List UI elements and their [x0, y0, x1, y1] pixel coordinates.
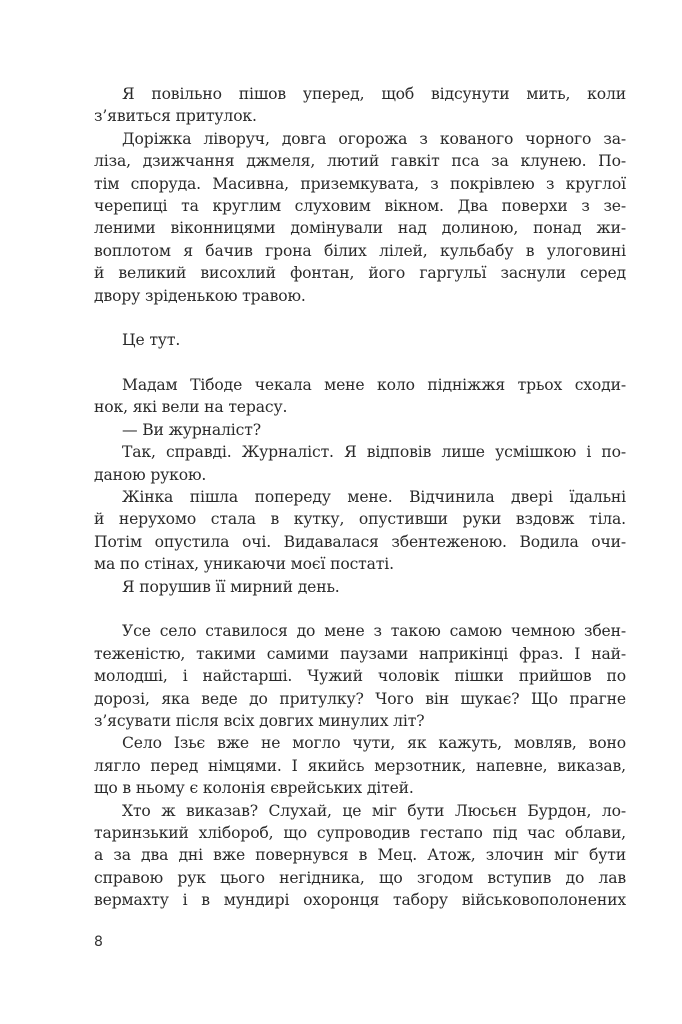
- text-line: леними віконницями домінували над долиною, понад жи-: [94, 219, 626, 238]
- text-line: черепиці та круглим слуховим вікном. Два поверхи з зе-: [94, 196, 626, 215]
- text-line: Доріжка ліворуч, довга огорожа з кованого чорного за-: [122, 129, 626, 148]
- text-line: з’явиться притулок.: [94, 107, 257, 126]
- text-line: Це тут.: [122, 331, 181, 350]
- text-line: що в ньому є колонія єврейських дітей.: [94, 779, 414, 798]
- text-line: теженістю, такими самими паузами наприкінці фраз. І най-: [94, 644, 626, 663]
- text-line: й нерухомо стала в кутку, опустивши руки вздовж тіла.: [94, 510, 626, 529]
- dialogue-line: — Ви журналіст?: [122, 420, 261, 439]
- text-line: Я порушив її мирний день.: [122, 577, 340, 596]
- text-line: Усе село ставилося до мене з такою самою чемною збен-: [122, 622, 626, 641]
- text-line: таринзький хлібороб, що супроводив гестапо під час облави,: [94, 823, 626, 842]
- paragraph: [94, 419, 626, 441]
- text-line: Жінка пішла попереду мене. Відчинила двері їдальні: [122, 488, 626, 507]
- text-line: молодші, і найстарші. Чужий чоловік пішки прийшов по: [94, 667, 626, 686]
- paragraph: [94, 441, 626, 486]
- text-line: ма по стінах, уникаючи моєї постаті.: [94, 555, 394, 574]
- paragraph: [94, 128, 626, 307]
- text-line: й великий висохлий фонтан, його гаргульї заснули серед: [94, 264, 626, 283]
- text-line: а за два дні вже повернувся в Мец. Атож, злочин міг бути: [94, 846, 626, 865]
- paragraph: [94, 620, 626, 732]
- text-line: Хто ж виказав? Слухай, це міг бути Люсьєн Бурдон, ло-: [122, 801, 626, 820]
- text-line: Я повільно пішов уперед, щоб відсунути мить, коли: [122, 85, 626, 103]
- text-line: дорозі, яка веде до притулку? Чого він шукає? Що прагне: [94, 689, 626, 708]
- text-line: двору зріденькою травою.: [94, 286, 306, 305]
- text-line: ліза, дзижчання джмеля, лютий гавкіт пса за клунею. По-: [94, 152, 626, 171]
- section-break: [94, 307, 626, 329]
- page-body: [94, 83, 626, 911]
- text-line: лягло перед німцями. І якийсь мерзотник, напевне, виказав,: [94, 756, 626, 775]
- paragraph: [94, 329, 626, 351]
- page-number: 8: [94, 934, 103, 950]
- text-line: Потім опустила очі. Видавалася збентеженою. Водила очи-: [94, 532, 626, 551]
- paragraph: [94, 486, 626, 576]
- text-line: даною рукою.: [94, 465, 207, 484]
- text-line: Село Ізьє вже не могло чути, як кажуть, мовляв, воно: [122, 734, 626, 753]
- text-line: Так, справді. Журналіст. Я відповів лише усмішкою і по-: [122, 443, 626, 462]
- text-line: воплотом я бачив грона білих лілей, кульбабу в улоговині: [94, 241, 626, 260]
- section-break: [94, 598, 626, 620]
- paragraph: [94, 374, 626, 419]
- paragraph: [94, 800, 626, 912]
- text-line: Мадам Тібоде чекала мене коло підніжжя трьох сходи-: [122, 376, 626, 395]
- paragraph: [94, 576, 626, 598]
- section-break: [94, 352, 626, 374]
- text-line: нок, які вели на терасу.: [94, 398, 288, 417]
- text-line: тім споруда. Масивна, приземкувата, з покрівлею з круглої: [94, 174, 626, 193]
- paragraph: [94, 83, 626, 128]
- paragraph: [94, 732, 626, 799]
- text-line: з’ясувати після всіх довгих минулих літ?: [94, 711, 425, 730]
- text-line: справою рук цього негідника, що згодом вступив до лав: [94, 868, 626, 887]
- text-line: вермахту і в мундирі охоронця табору військовополонених: [94, 891, 626, 910]
